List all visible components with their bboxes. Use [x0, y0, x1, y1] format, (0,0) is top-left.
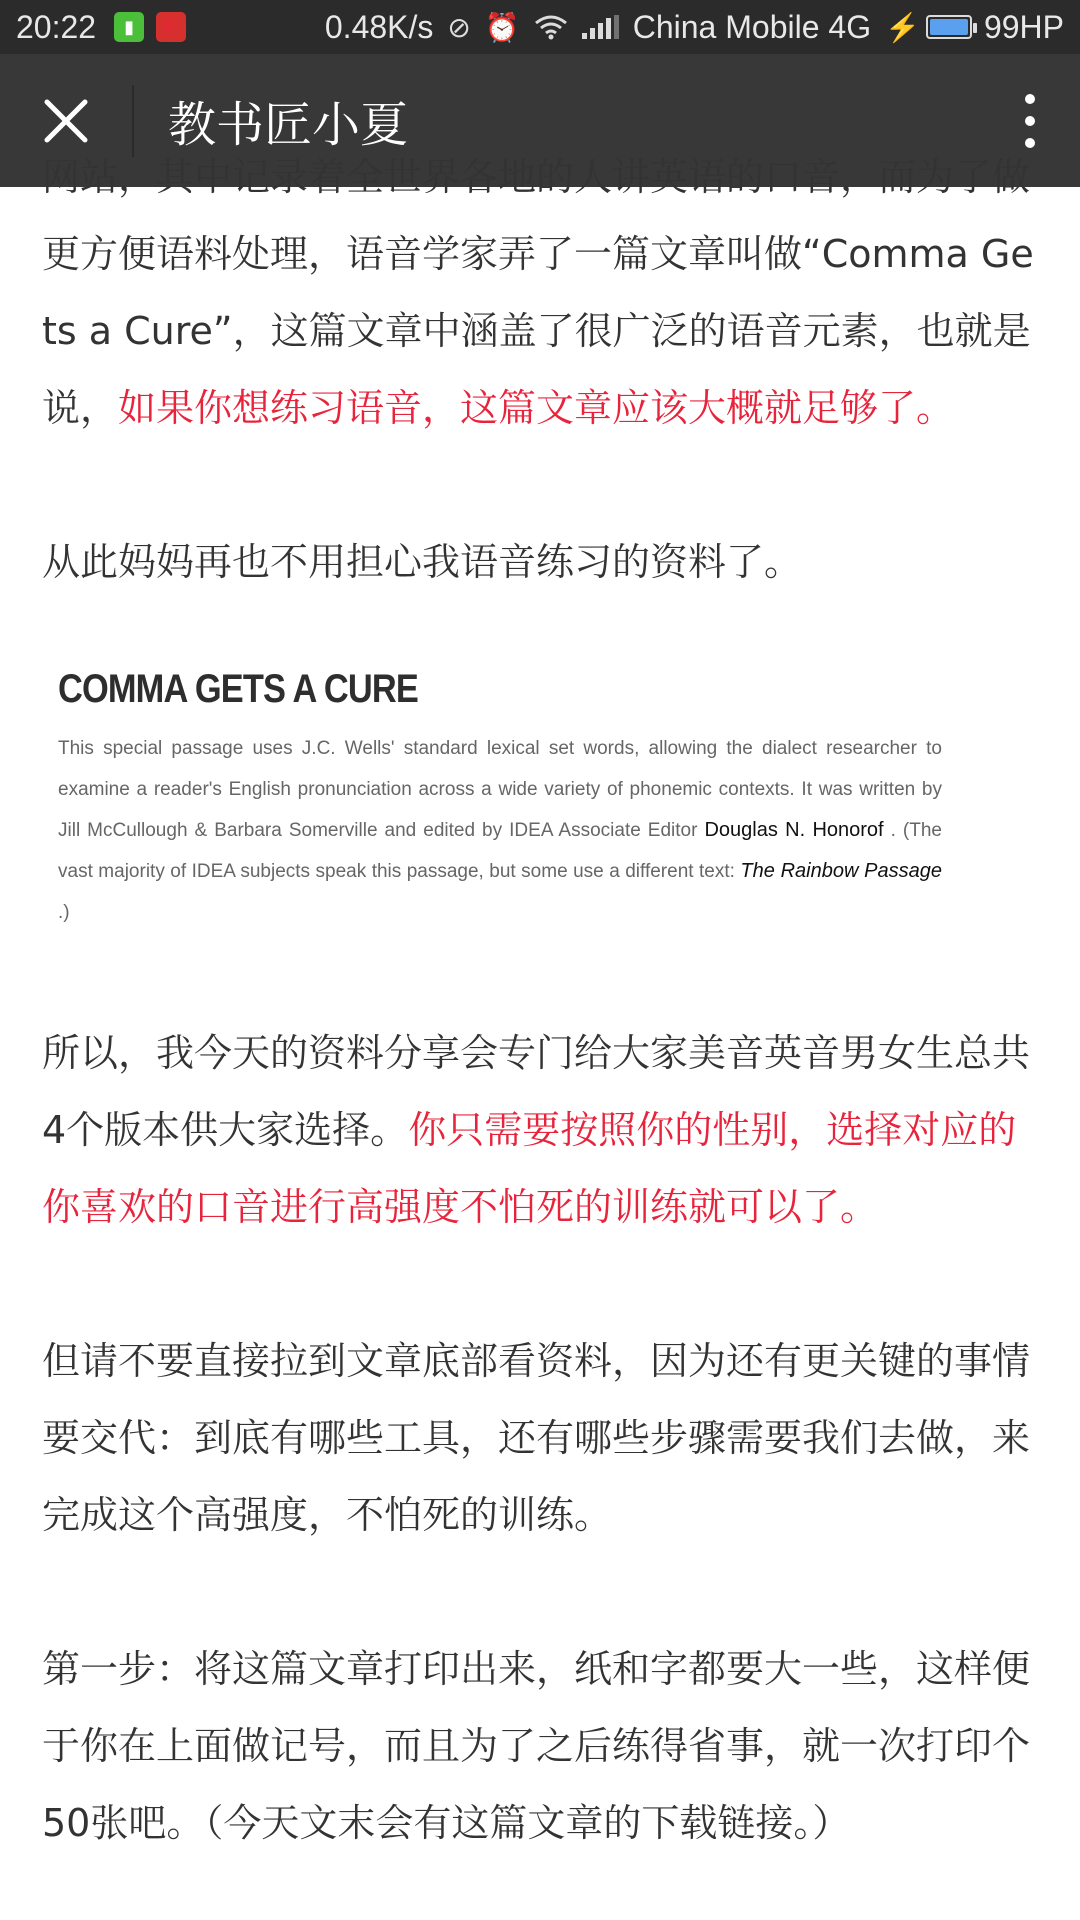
signal-icon	[582, 15, 619, 39]
network-type: 4G	[828, 8, 872, 45]
paragraph-1: 网站，其中记录着全世界各地的人讲英语的口音，而为了做更方便语料处理，语音学家弄了一篇文章叫做“Comma Gets a Cure”，这篇文章中涵盖了很广泛的语音元素，也就是说，如果你想练习语音，这篇文章应该大概就足够了。	[42, 155, 1034, 430]
alarm-icon: ⏰	[484, 11, 520, 43]
passage-description: This special passage uses J.C. Wells' standard lexical set words, allowing the dialect researcher to examine a reader's English pronunciation across a wide variety of phonemic contexts. It was written by Jill McCullough & Barbara Somerville and edited by IDEA Associate Editor Douglas N. Honorof . (The vast majority of IDEA subjects speak this passage, but some use a different text: The Rainbow Passage .)	[58, 738, 942, 923]
battery-level: 99HP	[983, 8, 1064, 45]
status-time: 20:22	[16, 8, 97, 45]
passage-title: COMMA GETS A CURE	[58, 667, 418, 711]
highlight-text: 你只需要按照你的性别，选择对应的你喜欢的口音进行高强度不怕死的训练就可以了。	[42, 1108, 1017, 1229]
net-speed: 0.48K/s	[324, 8, 434, 45]
paragraph-5: 第一步：将这篇文章打印出来，纸和字都要大一些，这样便于你在上面做记号，而且为了之后练得省事，就一次打印个50张吧。（今天文末会有这篇文章的下载链接。）	[42, 1647, 1031, 1845]
page-title: 教书匠小夏	[168, 97, 409, 153]
highlight-text: 如果你想练习语音，这篇文章应该大概就足够了。	[118, 386, 955, 430]
paragraph-3: 所以，我今天的资料分享会专门给大家美音英音男女生总共4个版本供大家选择。你只需要按照你的性别，选择对应的你喜欢的口音进行高强度不怕死的训练就可以了。	[42, 1031, 1031, 1229]
more-vertical-icon	[1025, 94, 1035, 104]
passage-image	[0, 647, 1000, 981]
app-notification-icon: ▮	[114, 12, 144, 42]
charging-icon: ⚡	[885, 11, 920, 43]
article-scroll-area[interactable]	[0, 155, 1080, 1920]
article	[42, 139, 1042, 1862]
listen-app-icon: 听	[156, 12, 186, 42]
editor-name: Douglas N. Honorof	[704, 819, 884, 841]
close-icon	[43, 98, 89, 144]
vibrate-off-icon: ⊘	[447, 11, 471, 43]
wifi-icon	[534, 14, 568, 40]
paragraph-4: 但请不要直接拉到文章底部看资料，因为还有更关键的事情要交代：到底有哪些工具，还有哪些步骤需要我们去做，来完成这个高强度，不怕死的训练。	[42, 1339, 1031, 1537]
alt-passage-name: The Rainbow Passage	[740, 860, 942, 882]
carrier-label: China Mobile 4G	[632, 8, 872, 45]
battery-icon	[926, 15, 972, 39]
status-bar	[0, 0, 1080, 54]
paragraph-2: 从此妈妈再也不用担心我语音练习的资料了。	[42, 540, 803, 584]
